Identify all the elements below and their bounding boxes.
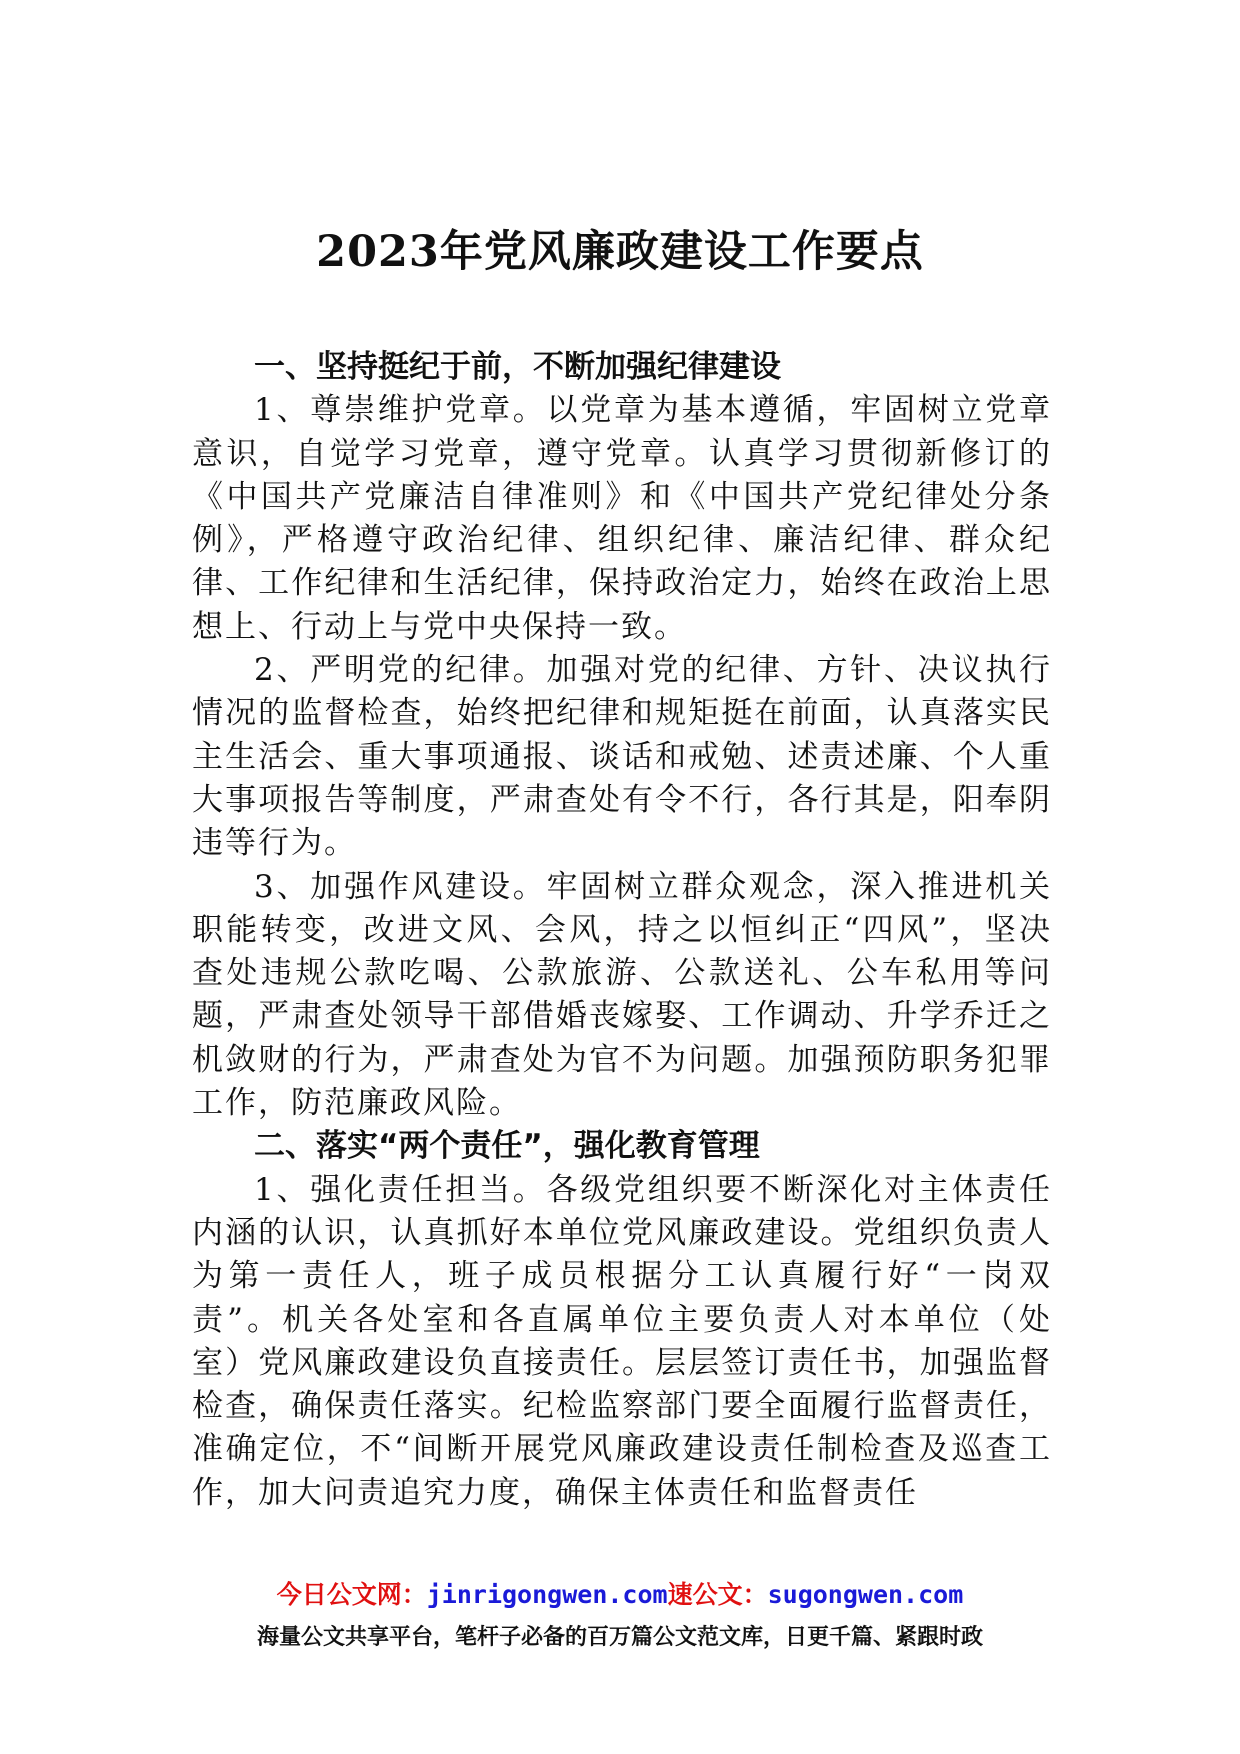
paragraph: 1、强化责任担当。各级党组织要不断深化对主体责任内涵的认识，认真抓好本单位党风廉政建设。党组织负责人为第一责任人，班子成员根据分工认真履行好“一岗双责”。机关各处室和各直属单位主要负责人对本单位（处室）党风廉政建设负直接责任。层层签订责任书，加强监督检查，确保责任落实。纪检监察部门要全面履行监督责任，准确定位，不“间断开展党风廉政建设责任制检查及巡查工作，加大问责追究力度，确保主体责任和监督责任: [192, 1171, 1052, 1511]
footer-sites: [0, 1578, 1240, 1612]
document-title: 2023年党风廉政建设工作要点: [316, 227, 924, 277]
footer-tagline: 海量公文共享平台，笔杆子必备的百万篇公文范文库，日更千篇、紧跟时政: [256, 1625, 983, 1650]
section-heading: 一、坚持挺纪于前，不断加强纪律建设: [254, 349, 781, 385]
section-heading: 二、落实“两个责任”，强化教育管理: [254, 1128, 760, 1165]
paragraph: 2、严明党的纪律。加强对党的纪律、方针、决议执行情况的监督检查，始终把纪律和规矩挺在前面，认真落实民主生活会、重大事项通报、谈话和戒勉、述责述廉、个人重大事项报告等制度，严肃查处有令不行，各行其是，阳奉阴违等行为。: [192, 652, 1052, 862]
paragraph: 3、加强作风建设。牢固树立群众观念，深入推进机关职能转变，改进文风、会风，持之以恒纠正“四风”，坚决查处违规公款吃喝、公款旅游、公款送礼、公车私用等问题，严肃查处领导干部借婚丧嫁娶、工作调动、升学乔迁之机敛财的行为，严肃查处为官不为问题。加强预防职务犯罪工作，防范廉政风险。: [192, 868, 1052, 1122]
footer-site2-link[interactable]: sugongwen.com: [767, 1580, 964, 1609]
footer-site1-label: 今日公文网：: [276, 1580, 427, 1609]
paragraph: 1、尊崇维护党章。以党章为基本遵循，牢固树立党章意识，自觉学习党章，遵守党章。认真学习贯彻新修订的《中国共产党廉洁自律准则》和《中国共产党纪律处分条例》，严格遵守政治纪律、组织纪律、廉洁纪律、群众纪律、工作纪律和生活纪律，保持政治定力，始终在政治上思想上、行动上与党中央保持一致。: [192, 392, 1052, 645]
footer-site2-label: 速公文：: [667, 1580, 768, 1609]
document-body: [192, 346, 1052, 1515]
footer-site1-link[interactable]: jinrigongwen.com: [426, 1580, 668, 1609]
